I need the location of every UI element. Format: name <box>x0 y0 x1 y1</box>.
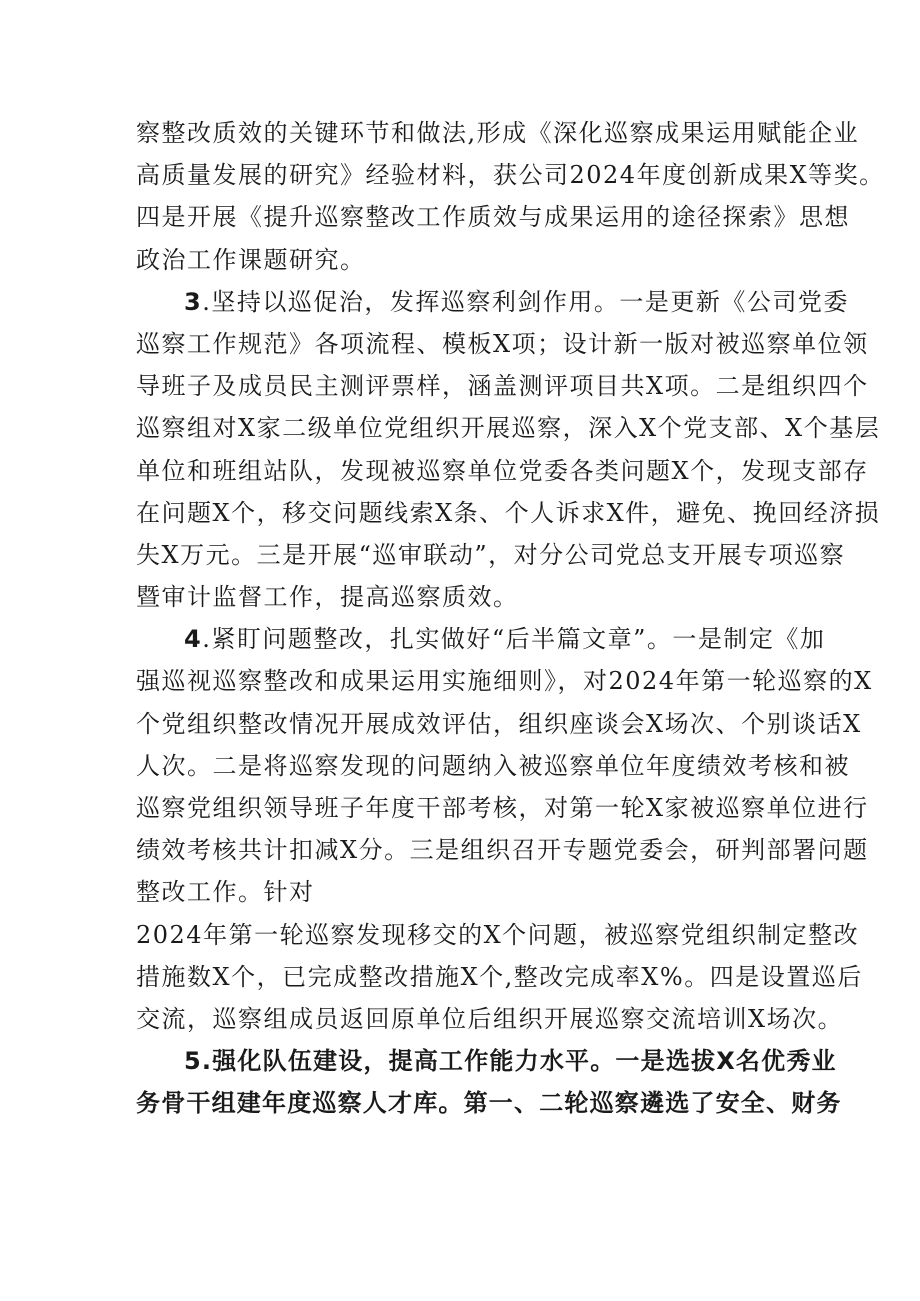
text-line: 务骨干组建年度巡察人才库。第一、二轮巡察遴选了安全、财务 <box>136 1089 842 1118</box>
text-line: 暨审计监督工作，提高巡察质效。 <box>136 583 519 612</box>
text-line: 政治工作课题研究。 <box>136 245 366 274</box>
paragraph-4-first-line <box>136 618 826 660</box>
text-line: 整改工作。针对 <box>136 878 315 907</box>
text-line: 措施数X个，已完成整改措施X个,整改完成率X%。四是设置巡后 <box>136 962 863 991</box>
paragraph-3-first-line <box>136 281 849 323</box>
text-line: 失X万元。三是开展“巡审联动”，对分公司党总支开展专项巡察 <box>136 540 846 569</box>
text-line: 强巡视巡察整改和成果运用实施细则》，对2024年第一轮巡察的X <box>136 667 873 696</box>
text-line: 高质量发展的研究》经验材料，获公司2024年度创新成果X等奖。 <box>136 161 885 190</box>
item-heading-text: .强化队伍建设，提高工作能力水平。一是选拔X名优秀业 <box>201 1047 837 1076</box>
text-line: 察整改质效的关键环节和做法,形成《深化巡察成果运用赋能企业 <box>136 119 860 147</box>
paragraph-5-first-line <box>136 1040 837 1082</box>
text-line: 巡察党组织领导班子年度干部考核，对第一轮X家被巡察单位进行 <box>136 794 869 822</box>
text-line: 单位和班组站队，发现被巡察单位党委各类问题X个，发现支部存 <box>136 456 869 485</box>
text-line: 导班子及成员民主测评票样，涵盖测评项目共X项。二是组织四个 <box>136 372 869 401</box>
text-line: 2024年第一轮巡察发现移交的X个问题，被巡察党组织制定整改 <box>136 920 860 949</box>
text-line: 巡察工作规范》各项流程、模板X项；设计新一版对被巡察单位领 <box>136 329 869 358</box>
text-line: 巡察组对X家二级单位党组织开展巡察，深入X个党支部、X个基层 <box>136 414 881 443</box>
text-line: 绩效考核共计扣减X分。三是组织召开专题党委会，研判部署问题 <box>136 836 869 865</box>
item-heading-text: .紧盯问题整改，扎实做好“后半篇文章”。一是制定《加 <box>202 625 826 654</box>
item-number: 4 <box>184 625 203 654</box>
document-body <box>136 112 885 1125</box>
text-line: 在问题X个，移交问题线索X条、个人诉求X件，避免、挽回经济损 <box>136 498 881 527</box>
text-line: 四是开展《提升巡察整改工作质效与成果运用的途径探索》思想 <box>136 203 850 232</box>
text-line: 人次。二是将巡察发现的问题纳入被巡察单位年度绩效考核和被 <box>136 751 850 780</box>
item-heading-text: .坚持以巡促治，发挥巡察利剑作用。一是更新《公司党委 <box>202 287 849 316</box>
text-line: 个党组织整改情况开展成效评估，组织座谈会X场次、个别谈话X <box>136 709 862 738</box>
item-number: 3 <box>184 287 203 316</box>
item-number: 5 <box>184 1047 202 1076</box>
text-line: 交流，巡察组成员返回原单位后组织开展巡察交流培训X场次。 <box>136 1004 844 1033</box>
